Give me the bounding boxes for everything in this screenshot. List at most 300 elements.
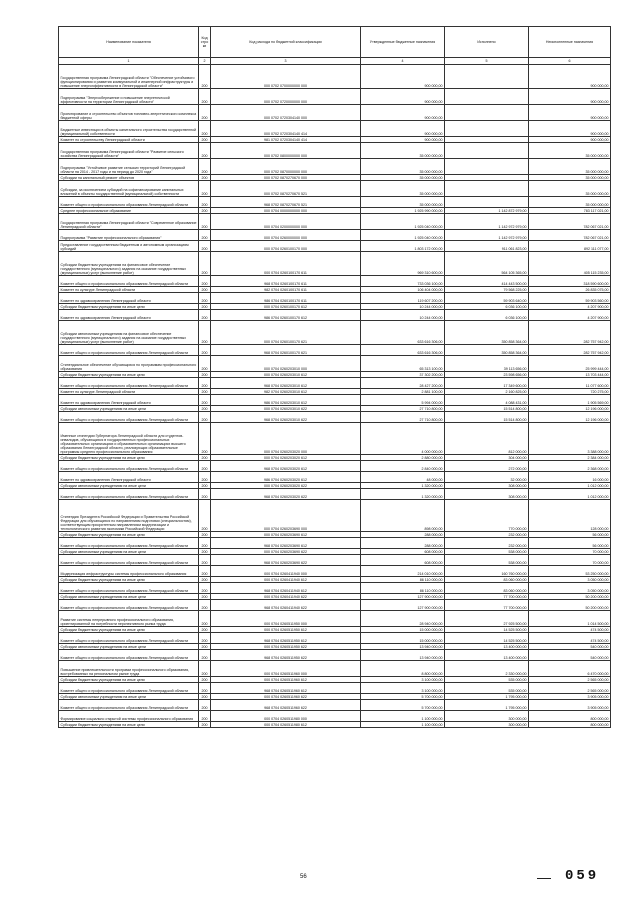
cell-code: 000 0704 0260100170 000	[211, 241, 361, 252]
table-row	[59, 89, 611, 105]
header-approved: Утвержденные бюджетные назначения	[361, 27, 445, 58]
cell-approved: 48 000,00	[361, 472, 445, 483]
cell-code: 000 0704 0260203010 000	[211, 356, 361, 372]
table-row	[59, 159, 611, 175]
cell-name: Комитет общего и профессионального образования Ленинградской области	[59, 583, 199, 594]
cell-left: 474 500,00	[529, 627, 611, 633]
cell-approved: 633 616 306,00	[361, 345, 445, 356]
cell-done	[445, 143, 529, 159]
cell-left: 12 196 000,00	[529, 412, 611, 423]
cell-code: 000 0704 0260511960 612	[211, 677, 361, 683]
cell-approved: 900 000,00	[361, 65, 445, 89]
cell-left: 3 905 000,00	[529, 700, 611, 711]
cell-approved: 65 313 100,00	[361, 356, 445, 372]
cell-line: 200	[199, 310, 211, 321]
cell-code: 968 0704 0260511960 612	[211, 683, 361, 694]
cell-left: 900 000,00	[529, 65, 611, 89]
table-row	[59, 722, 611, 728]
cell-done: 14 525 500,00	[445, 633, 529, 644]
cell-left: 900 000,00	[529, 105, 611, 121]
cell-left: 3 050 000,00	[529, 577, 611, 583]
cell-code: 000 0704 0260411940 612	[211, 577, 361, 583]
cell-line: 200	[199, 650, 211, 661]
cell-approved: 15 000 000,00	[361, 627, 445, 633]
cell-approved: 10 244 000,00	[361, 304, 445, 310]
cell-code: 968 0702 0870270670 521	[211, 197, 361, 208]
cell-name: Комитет общего и профессионального образования Ленинградской области	[59, 683, 199, 694]
cell-code: 000 0704 0260100170 621	[211, 321, 361, 345]
cell-name: Повышение привлекательности программ профессионального образования, востребованных на региональном рынке труда	[59, 661, 199, 677]
cell-name: Стипендиальное обеспечение обучающихся по программам профессионального образования	[59, 356, 199, 372]
cell-name: Субсидии бюджетным учреждениям на иные цели	[59, 627, 199, 633]
cell-left: 4 207 900,00	[529, 310, 611, 321]
table-row	[59, 489, 611, 500]
cell-line: 200	[199, 611, 211, 627]
cell-done	[445, 89, 529, 105]
cell-left: 3 050 000,00	[529, 583, 611, 594]
cell-approved: 2 840 000,00	[361, 461, 445, 472]
cell-done: 414 443 500,00	[445, 276, 529, 287]
cell-code: 968 0704 0260203010 612	[211, 378, 361, 389]
cell-line: 200	[199, 532, 211, 538]
table-row	[59, 356, 611, 372]
cell-approved: 119 607 200,00	[361, 293, 445, 304]
table-header-row	[59, 27, 611, 58]
cell-approved: 28 940 000,00	[361, 611, 445, 627]
cell-left: 1 905 569,00	[529, 395, 611, 406]
cell-line: 200	[199, 600, 211, 611]
cell-line: 200	[199, 566, 211, 577]
table-body	[59, 65, 611, 728]
cell-line: 200	[199, 241, 211, 252]
cell-left: 900 000,00	[529, 137, 611, 143]
header-expense-code: Код расхода по бюджетной классификации	[211, 27, 361, 58]
cell-code: 000 0704 0260203010 612	[211, 372, 361, 378]
cell-line: 200	[199, 214, 211, 230]
report-sheet	[58, 26, 610, 728]
cell-line: 200	[199, 644, 211, 650]
cell-line: 200	[199, 694, 211, 700]
cell-approved: 35 000 000,00	[361, 159, 445, 175]
cell-left: 282 757 942,00	[529, 345, 611, 356]
cell-line: 200	[199, 455, 211, 461]
cell-done: 160 760 000,00	[445, 566, 529, 577]
cell-name: Формирование социально открытой системы профессионального образования	[59, 711, 199, 722]
cell-done: 535 000,00	[445, 683, 529, 694]
table-row	[59, 378, 611, 389]
cell-left: 35 000 000,00	[529, 159, 611, 175]
cell-left: 56 000,00	[529, 538, 611, 549]
cell-approved: 13 940 000,00	[361, 644, 445, 650]
cell-done: 1 142 972 979,00	[445, 230, 529, 241]
cell-code: 968 0704 0260511950 612	[211, 633, 361, 644]
cell-approved: 35 000 000,00	[361, 197, 445, 208]
cell-left: 128 000,00	[529, 500, 611, 532]
cell-left: 2 368 000,00	[529, 461, 611, 472]
cell-approved: 608 000,00	[361, 549, 445, 555]
cell-line: 200	[199, 700, 211, 711]
cell-line: 200	[199, 412, 211, 423]
table-row	[59, 583, 611, 594]
cell-approved: 15 000 000,00	[361, 633, 445, 644]
cell-done: 13 400 000,00	[445, 650, 529, 661]
cell-line: 200	[199, 594, 211, 600]
cell-name: Субсидии бюджетным учреждениям на иные цели	[59, 372, 199, 378]
cell-approved: 288 000,00	[361, 538, 445, 549]
cell-line: 200	[199, 722, 211, 728]
cell-code: 986 0704 0260100170 611	[211, 293, 361, 304]
table-row	[59, 214, 611, 230]
cell-line: 200	[199, 389, 211, 395]
cell-line: 200	[199, 252, 211, 276]
cell-left: 16 000,00	[529, 472, 611, 483]
cell-code: 968 0704 0260100170 621	[211, 345, 361, 356]
cell-done: 1 795 000,00	[445, 700, 529, 711]
cell-code: 000 0704 0260511960 000	[211, 661, 361, 677]
cell-name: Комитет общего и профессионального образования Ленинградской области	[59, 345, 199, 356]
cell-done	[445, 65, 529, 89]
cell-code: 000 0704 0260511980 000	[211, 711, 361, 722]
cell-line: 200	[199, 372, 211, 378]
cell-done: 770 000,00	[445, 500, 529, 532]
table-row	[59, 321, 611, 345]
cell-line: 200	[199, 378, 211, 389]
cell-name: Субсидии автономным учреждениям на иные цели	[59, 644, 199, 650]
cell-left: 1 012 000,00	[529, 489, 611, 500]
cell-approved: 1 925 990 000,00	[361, 208, 445, 214]
cell-done: 300 000,00	[445, 722, 529, 728]
cell-left: 25 999 444,00	[529, 356, 611, 372]
cell-approved: 4 000 000,00	[361, 423, 445, 455]
cell-approved: 608 000,00	[361, 555, 445, 566]
cell-name: Модернизация инфраструктуры системы профессионального образования	[59, 566, 199, 577]
cell-left: 35 000 000,00	[529, 143, 611, 159]
cell-done: 17 349 600,00	[445, 378, 529, 389]
cell-approved: 1 100 000,00	[361, 711, 445, 722]
cell-name: Комитет общего и профессионального образования Ленинградской области	[59, 276, 199, 287]
cell-line: 200	[199, 345, 211, 356]
cell-approved: 35 000 000,00	[361, 175, 445, 181]
cell-name: Субсидии бюджетным учреждениям на иные цели	[59, 532, 199, 538]
cell-approved: 5 700 000,00	[361, 700, 445, 711]
cell-name: Среднее профессиональное образование	[59, 208, 199, 214]
table-row	[59, 230, 611, 241]
cell-left: 35 000 000,00	[529, 175, 611, 181]
cell-left: 2 565 000,00	[529, 677, 611, 683]
cell-left: 3 388 000,00	[529, 423, 611, 455]
cell-name: Комитет по культуре Ленинградской области	[59, 389, 199, 395]
cell-left: 50 200 000,00	[529, 600, 611, 611]
cell-name: Комитет по культуре Ленинградской области	[59, 287, 199, 293]
cell-done: 39 113 656,00	[445, 356, 529, 372]
cell-name: Комитет общего и профессионального образования Ленинградской области	[59, 633, 199, 644]
cell-code: 000 0702 0800000000 000	[211, 143, 361, 159]
cell-done: 13 400 000,00	[445, 644, 529, 650]
cell-code: 000 0704 0260411940 622	[211, 594, 361, 600]
cell-code: 000 0704 0260511950 612	[211, 627, 361, 633]
table-row	[59, 105, 611, 121]
cell-line: 200	[199, 181, 211, 197]
cell-line: 200	[199, 159, 211, 175]
cell-code: 000 0702 0870000000 000	[211, 159, 361, 175]
cell-line: 200	[199, 197, 211, 208]
cell-done: 83 060 000,00	[445, 577, 529, 583]
cell-name: Стипендия Президента Российской Федерации и Правительства Российской Федерации для обучающихся по направлениям подготовки (специальностям), соответствующим приоритетным направлениям модернизации и технологического развития экономики Российской Федерации	[59, 500, 199, 532]
cell-done: 350 858 364,00	[445, 345, 529, 356]
cell-left: 4 207 900,00	[529, 304, 611, 310]
cell-approved: 27 710 800,00	[361, 412, 445, 423]
cell-approved: 633 616 306,00	[361, 321, 445, 345]
cell-done: 83 060 000,00	[445, 583, 529, 594]
cell-approved: 2 881 100,00	[361, 389, 445, 395]
cell-done: 6 036 100,00	[445, 304, 529, 310]
cell-left: 783 117 021,00	[529, 208, 611, 214]
cell-approved: 127 900 000,00	[361, 594, 445, 600]
cell-done: 232 000,00	[445, 532, 529, 538]
table-row	[59, 121, 611, 137]
cell-done: 1 795 000,00	[445, 694, 529, 700]
cell-name: Комитет общего и профессионального образования Ленинградской области	[59, 412, 199, 423]
cell-code: 000 0704 0260511960 622	[211, 694, 361, 700]
cell-done: 308 000,00	[445, 483, 529, 489]
cell-name: Субсидии автономным учреждениям на иные цели	[59, 594, 199, 600]
cell-code: 986 0704 0260203020 612	[211, 472, 361, 483]
cell-left: 720 275,00	[529, 389, 611, 395]
cell-name: Субсидии, за исключением субсидий на софинансирование капитальных вложений в объекты государственной (муниципальной) собственности	[59, 181, 199, 197]
footer-dash	[537, 878, 551, 879]
cell-left: 53 250 000,00	[529, 566, 611, 577]
cell-approved: 900 000,00	[361, 89, 445, 105]
cell-line: 200	[199, 175, 211, 181]
cell-approved: 3 100 000,00	[361, 677, 445, 683]
table-row	[59, 555, 611, 566]
cell-line: 200	[199, 683, 211, 694]
cell-done: 59 903 640,00	[445, 293, 529, 304]
cell-approved: 900 000,00	[361, 137, 445, 143]
cell-line: 200	[199, 406, 211, 412]
cell-done: 2 160 825,00	[445, 389, 529, 395]
cell-done: 79 568 225,00	[445, 287, 529, 293]
budget-execution-table	[58, 26, 611, 728]
cell-approved: 37 302 200,00	[361, 372, 445, 378]
cell-line: 200	[199, 276, 211, 287]
table-row	[59, 345, 611, 356]
table-row	[59, 65, 611, 89]
table-row	[59, 566, 611, 577]
cell-name: Субсидии автономным учреждениям на иные цели	[59, 406, 199, 412]
cell-done: 2 330 000,00	[445, 661, 529, 677]
cell-code: 000 0704 0260000000 000	[211, 230, 361, 241]
cell-approved: 2 880 000,00	[361, 455, 445, 461]
cell-left: 3 905 000,00	[529, 694, 611, 700]
cell-done: 15 514 800,00	[445, 412, 529, 423]
cell-done: 6 036 100,00	[445, 310, 529, 321]
cell-code: 968 0704 0260411940 622	[211, 600, 361, 611]
table-row	[59, 293, 611, 304]
cell-code: 968 0704 0260511960 622	[211, 700, 361, 711]
cell-left: 800 000,00	[529, 711, 611, 722]
cell-approved: 86 110 000,00	[361, 583, 445, 594]
cell-code: 968 0704 0260203690 612	[211, 538, 361, 549]
cell-name: Комитет общего и профессионального образования Ленинградской области	[59, 650, 199, 661]
table-row	[59, 252, 611, 276]
cell-approved: 969 310 600,00	[361, 252, 445, 276]
cell-left: 56 000,00	[529, 532, 611, 538]
table-row	[59, 181, 611, 197]
cell-name: Субсидии бюджетным учреждениям на иные цели	[59, 722, 199, 728]
cell-left: 405 115 235,00	[529, 252, 611, 276]
cell-line: 200	[199, 293, 211, 304]
cell-code: 000 0704 0260203690 622	[211, 549, 361, 555]
cell-name: Государственная программа Ленинградской области "Обеспечение устойчивого функционирования и развития коммунальной и инженерной инфраструктуры и повышение энергоэффективности в Ленинградской области"	[59, 65, 199, 89]
cell-name: Развитие системы непрерывного профессионального образования, ориентированной на потребности перспективного рынка труда	[59, 611, 199, 627]
cell-line: 200	[199, 105, 211, 121]
cell-left: 70 000,00	[529, 555, 611, 566]
cell-approved: 8 800 000,00	[361, 661, 445, 677]
table-row	[59, 276, 611, 287]
cell-line: 200	[199, 633, 211, 644]
cell-name: Субсидии на капитальный ремонт объектов	[59, 175, 199, 181]
table-row	[59, 538, 611, 549]
cell-code: 000 0704 0260203020 622	[211, 483, 361, 489]
cell-name: Комитет по здравоохранению Ленинградской области	[59, 310, 199, 321]
cell-name: Подпрограмма "Энергосбережение и повышение энергетической эффективности на территории Ленинградской области"	[59, 89, 199, 105]
cell-left: 900 000,00	[529, 89, 611, 105]
cell-code: 000 0704 0260100170 611	[211, 252, 361, 276]
cell-approved: 898 000,00	[361, 500, 445, 532]
cell-done: 15 514 800,00	[445, 406, 529, 412]
cell-code: 000 0704 0260100170 612	[211, 304, 361, 310]
cell-done	[445, 159, 529, 175]
cell-line: 200	[199, 461, 211, 472]
cell-line: 200	[199, 583, 211, 594]
cell-approved: 900 000,00	[361, 105, 445, 121]
cell-left: 282 757 942,00	[529, 321, 611, 345]
cell-line: 200	[199, 137, 211, 143]
cell-line: 200	[199, 489, 211, 500]
table-row	[59, 683, 611, 694]
cell-approved: 288 000,00	[361, 532, 445, 538]
cell-done: 32 000,00	[445, 472, 529, 483]
cell-line: 200	[199, 538, 211, 549]
cell-name: Субсидии бюджетным учреждениям на финансовое обеспечение государственного (муниципального) задания на оказание государственных (муниципальных) услуг (выполнение работ)	[59, 252, 199, 276]
cell-left: 1 014 500,00	[529, 611, 611, 627]
cell-name: Предоставление государственным бюджетным и автономным организациям субсидий	[59, 241, 199, 252]
cell-line: 200	[199, 423, 211, 455]
cell-code: 000 0704 0260511950 622	[211, 644, 361, 650]
cell-done: 1 142 972 979,00	[445, 214, 529, 230]
cell-approved: 900 000,00	[361, 121, 445, 137]
cell-line: 200	[199, 356, 211, 372]
cell-left: 13 703 444,00	[529, 372, 611, 378]
cell-code: 000 0704 0260511950 000	[211, 611, 361, 627]
cell-left: 782 067 021,00	[529, 214, 611, 230]
cell-approved: 86 110 000,00	[361, 577, 445, 583]
cell-name: Комитет по здравоохранению Ленинградской области	[59, 472, 199, 483]
cell-code: 968 0704 0260203010 622	[211, 412, 361, 423]
cell-code: 986 0704 0260100170 612	[211, 310, 361, 321]
cell-left: 900 000,00	[529, 121, 611, 137]
table-row	[59, 395, 611, 406]
cell-done: 1 142 872 979,00	[445, 208, 529, 214]
stamp-number: 059	[565, 868, 600, 884]
table-row	[59, 661, 611, 677]
cell-code: 000 0702 0870270670 521	[211, 181, 361, 197]
table-row	[59, 197, 611, 208]
cell-line: 200	[199, 321, 211, 345]
cell-name: Субсидии автономным учреждениям на иные цели	[59, 549, 199, 555]
cell-done: 538 000,00	[445, 555, 529, 566]
cell-code: 968 0704 0260511950 622	[211, 650, 361, 661]
cell-line: 200	[199, 711, 211, 722]
cell-done: 4 088 431,00	[445, 395, 529, 406]
column-index: 5	[445, 58, 529, 65]
cell-name: Субсидии бюджетным учреждениям на иные цели	[59, 577, 199, 583]
cell-name: Бюджетные инвестиции в объекты капитального строительства государственной (муниципальной) собственности	[59, 121, 199, 137]
cell-name: Государственная программа Ленинградской области "Современное образование Ленинградской области"	[59, 214, 199, 230]
cell-approved: 35 000 000,00	[361, 143, 445, 159]
table-row	[59, 412, 611, 423]
cell-code: 968 0704 0260203690 622	[211, 555, 361, 566]
cell-approved: 733 036 100,00	[361, 276, 445, 287]
cell-code: 000 0704 0260203690 612	[211, 532, 361, 538]
cell-name: Субсидии бюджетным учреждениям на иные цели	[59, 677, 199, 683]
cell-approved: 27 710 800,00	[361, 406, 445, 412]
cell-code: 982 0704 0260100170 611	[211, 287, 361, 293]
cell-left: 6 470 000,00	[529, 661, 611, 677]
table-row	[59, 700, 611, 711]
cell-done: 564 105 365,00	[445, 252, 529, 276]
cell-left: 2 384 000,00	[529, 455, 611, 461]
cell-done: 77 700 000,00	[445, 600, 529, 611]
cell-name: Подпрограмма "Устойчивое развитие сельских территорий Ленинградской области на 2014 - 2017 годы и на период до 2020 года"	[59, 159, 199, 175]
cell-name: Субсидии автономным учреждениям на иные цели	[59, 483, 199, 489]
cell-name: Комитет общего и профессионального образования Ленинградской области	[59, 489, 199, 500]
cell-left: 2 565 000,00	[529, 683, 611, 694]
cell-done: 14 525 500,00	[445, 627, 529, 633]
cell-line: 200	[199, 304, 211, 310]
table-row	[59, 711, 611, 722]
cell-line: 200	[199, 65, 211, 89]
cell-name: Подпрограмма "Развитие профессионального образования"	[59, 230, 199, 241]
table-row	[59, 461, 611, 472]
cell-left: 26 835 075,00	[529, 287, 611, 293]
cell-name: Комитет общего и профессионального образования Ленинградской области	[59, 555, 199, 566]
cell-approved: 1 803 172 000,00	[361, 241, 445, 252]
cell-line: 200	[199, 472, 211, 483]
cell-line: 200	[199, 677, 211, 683]
cell-line: 200	[199, 483, 211, 489]
column-index: 4	[361, 58, 445, 65]
cell-done: 308 000,00	[445, 489, 529, 500]
cell-approved: 127 900 000,00	[361, 600, 445, 611]
cell-line: 200	[199, 627, 211, 633]
cell-done: 300 000,00	[445, 711, 529, 722]
cell-line: 200	[199, 121, 211, 137]
header-unexecuted: Неисполненные назначения	[529, 27, 611, 58]
cell-left: 892 111 077,00	[529, 241, 611, 252]
cell-approved: 1 100 000,00	[361, 722, 445, 728]
cell-approved: 5 700 000,00	[361, 694, 445, 700]
cell-approved: 13 940 000,00	[361, 650, 445, 661]
column-index: 3	[211, 58, 361, 65]
cell-name: Комитет общего и профессионального образования Ленинградской области	[59, 600, 199, 611]
cell-name: Именные стипендии Губернатора Ленинградской области для студентов-инвалидов, обучающихся в государственных профессиональных образовательных организациях и образовательных организациях высшего образования Ленинградской области, реализующих образовательные программы среднего профессионального образования	[59, 423, 199, 455]
cell-left: 800 000,00	[529, 722, 611, 728]
table-row	[59, 600, 611, 611]
cell-approved: 1 925 040 000,00	[361, 214, 445, 230]
cell-code: 986 0704 0260203010 612	[211, 395, 361, 406]
